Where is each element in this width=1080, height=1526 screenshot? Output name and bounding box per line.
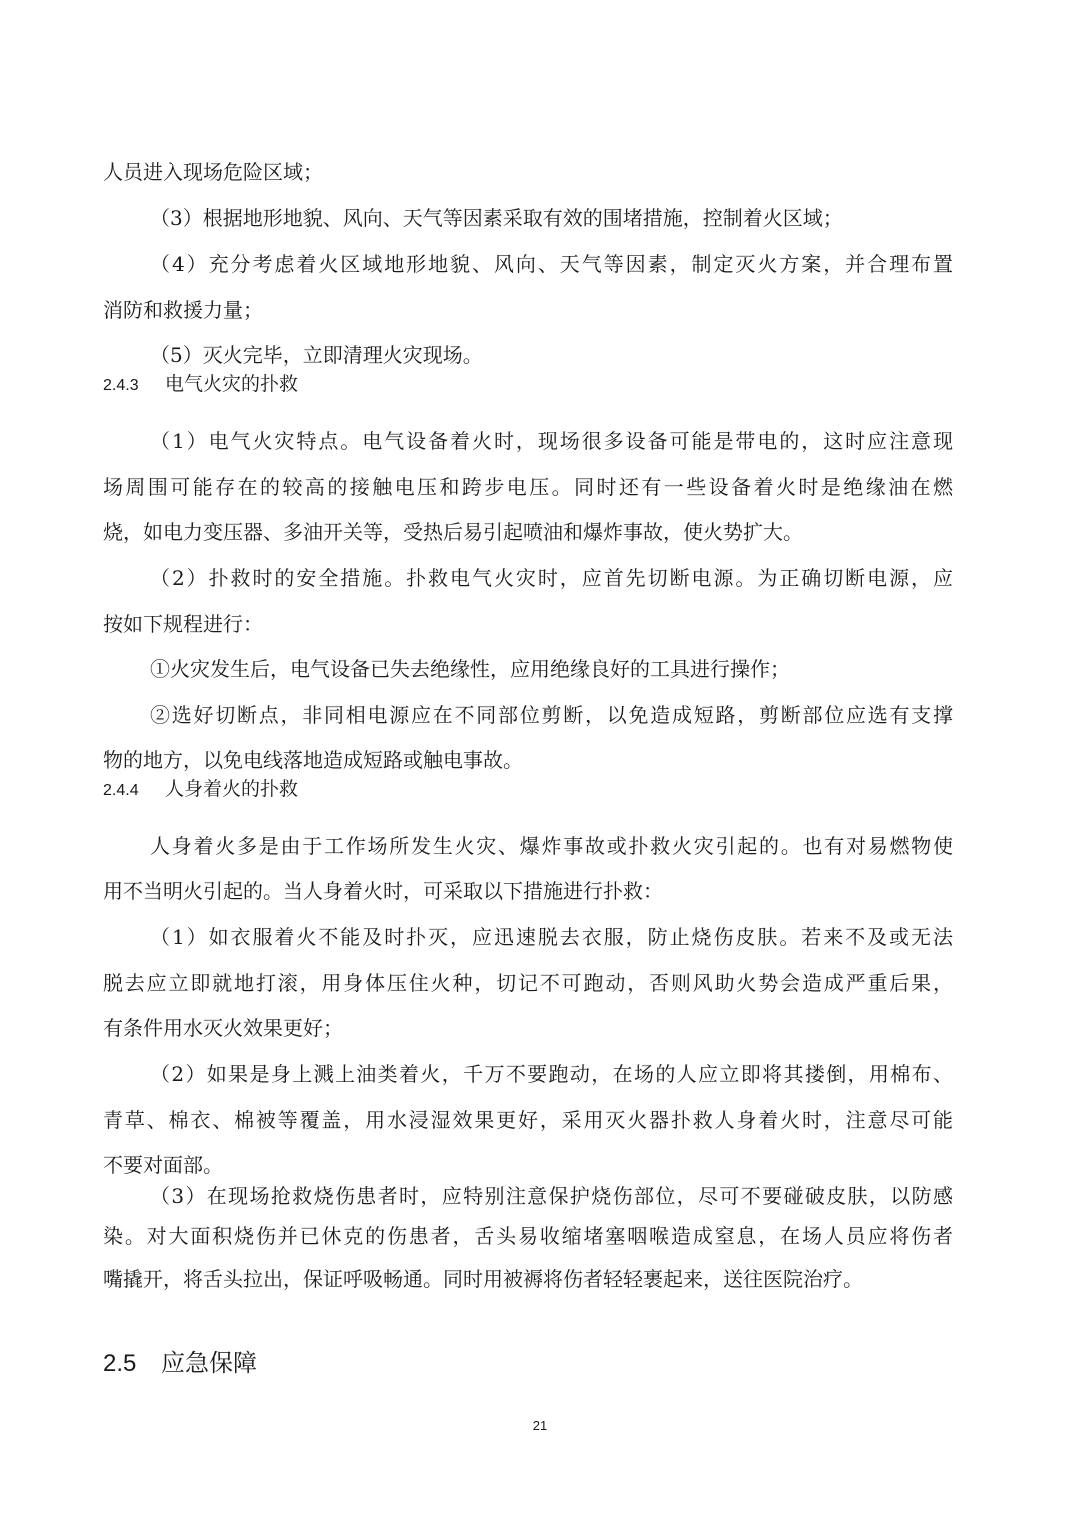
body-line: ①火灾发生后，电气设备已失去绝缘性，应用绝缘良好的工具进行操作；	[150, 657, 790, 681]
section-heading-2-5	[103, 1345, 257, 1382]
body-line: 人身着火多是由于工作场所发生火灾、爆炸事故或扑救火灾引起的。也有对易燃物使	[150, 834, 953, 858]
body-line: （5）灭火完毕，立即清理火灾现场。	[150, 343, 483, 367]
section-number: 2.5	[103, 1350, 137, 1377]
section-number: 2.4.4	[103, 782, 139, 799]
body-line: （1）如衣服着火不能及时扑灭，应迅速脱去衣服，防止烧伤皮肤。若来不及或无法	[150, 925, 953, 949]
body-line: 场周围可能存在的较高的接触电压和跨步电压。同时还有一些设备着火时是绝缘油在燃	[103, 475, 953, 499]
body-line: 消防和救援力量；	[103, 298, 263, 322]
body-line: 脱去应立即就地打滚，用身体压住火种，切记不可跑动，否则风助火势会造成严重后果，	[103, 971, 953, 995]
section-title: 应急保障	[161, 1349, 257, 1377]
body-line: 用不当明火引起的。当人身着火时，可采取以下措施进行扑救：	[103, 879, 663, 903]
body-line: 按如下规程进行：	[103, 612, 263, 636]
body-line: 嘴撬开，将舌头拉出，保证呼吸畅通。同时用被褥将伤者轻轻裹起来，送往医院治疗。	[103, 1267, 863, 1291]
body-line: ②选好切断点，非同相电源应在不同部位剪断，以免造成短路，剪断部位应选有支撑	[150, 703, 953, 727]
body-line: 青草、棉衣、棉被等覆盖，用水浸湿效果更好，采用灭火器扑救人身着火时，注意尽可能	[103, 1108, 953, 1132]
body-line: 烧，如电力变压器、多油开关等，受热后易引起喷油和爆炸事故，使火势扩大。	[103, 520, 803, 544]
section-number: 2.4.3	[103, 377, 139, 394]
section-title: 电气火灾的扑救	[165, 373, 299, 395]
body-line: 有条件用水灭火效果更好；	[103, 1016, 343, 1040]
body-line: （4）充分考虑着火区域地形地貌、风向、天气等因素，制定灭火方案，并合理布置	[150, 252, 953, 276]
page-number: 21	[532, 1418, 548, 1433]
body-line: 不要对面部。	[103, 1153, 223, 1177]
body-line: 物的地方，以免电线落地造成短路或触电事故。	[103, 748, 523, 772]
body-line: （2）扑救时的安全措施。扑救电气火灾时，应首先切断电源。为正确切断电源，应	[150, 566, 953, 590]
section-title: 人身着火的扑救	[165, 778, 299, 800]
body-line: （3）在现场抢救烧伤患者时，应特别注意保护烧伤部位，尽可不要碰破皮肤，以防感	[150, 1184, 953, 1208]
body-line: （3）根据地形地貌、风向、天气等因素采取有效的围堵措施，控制着火区域；	[150, 206, 843, 230]
section-heading-2-4-4	[103, 775, 298, 805]
body-line: （1）电气火灾特点。电气设备着火时，现场很多设备可能是带电的，这时应注意现	[150, 429, 953, 453]
body-line: （2）如果是身上溅上油类着火，千万不要跑动，在场的人应立即将其搂倒，用棉布、	[150, 1062, 953, 1086]
section-heading-2-4-3	[103, 370, 298, 400]
body-line: 人员进入现场危险区域；	[103, 160, 323, 184]
body-line: 染。对大面积烧伤并已休克的伤患者，舌头易收缩堵塞咽喉造成窒息，在场人员应将伤者	[103, 1224, 953, 1248]
